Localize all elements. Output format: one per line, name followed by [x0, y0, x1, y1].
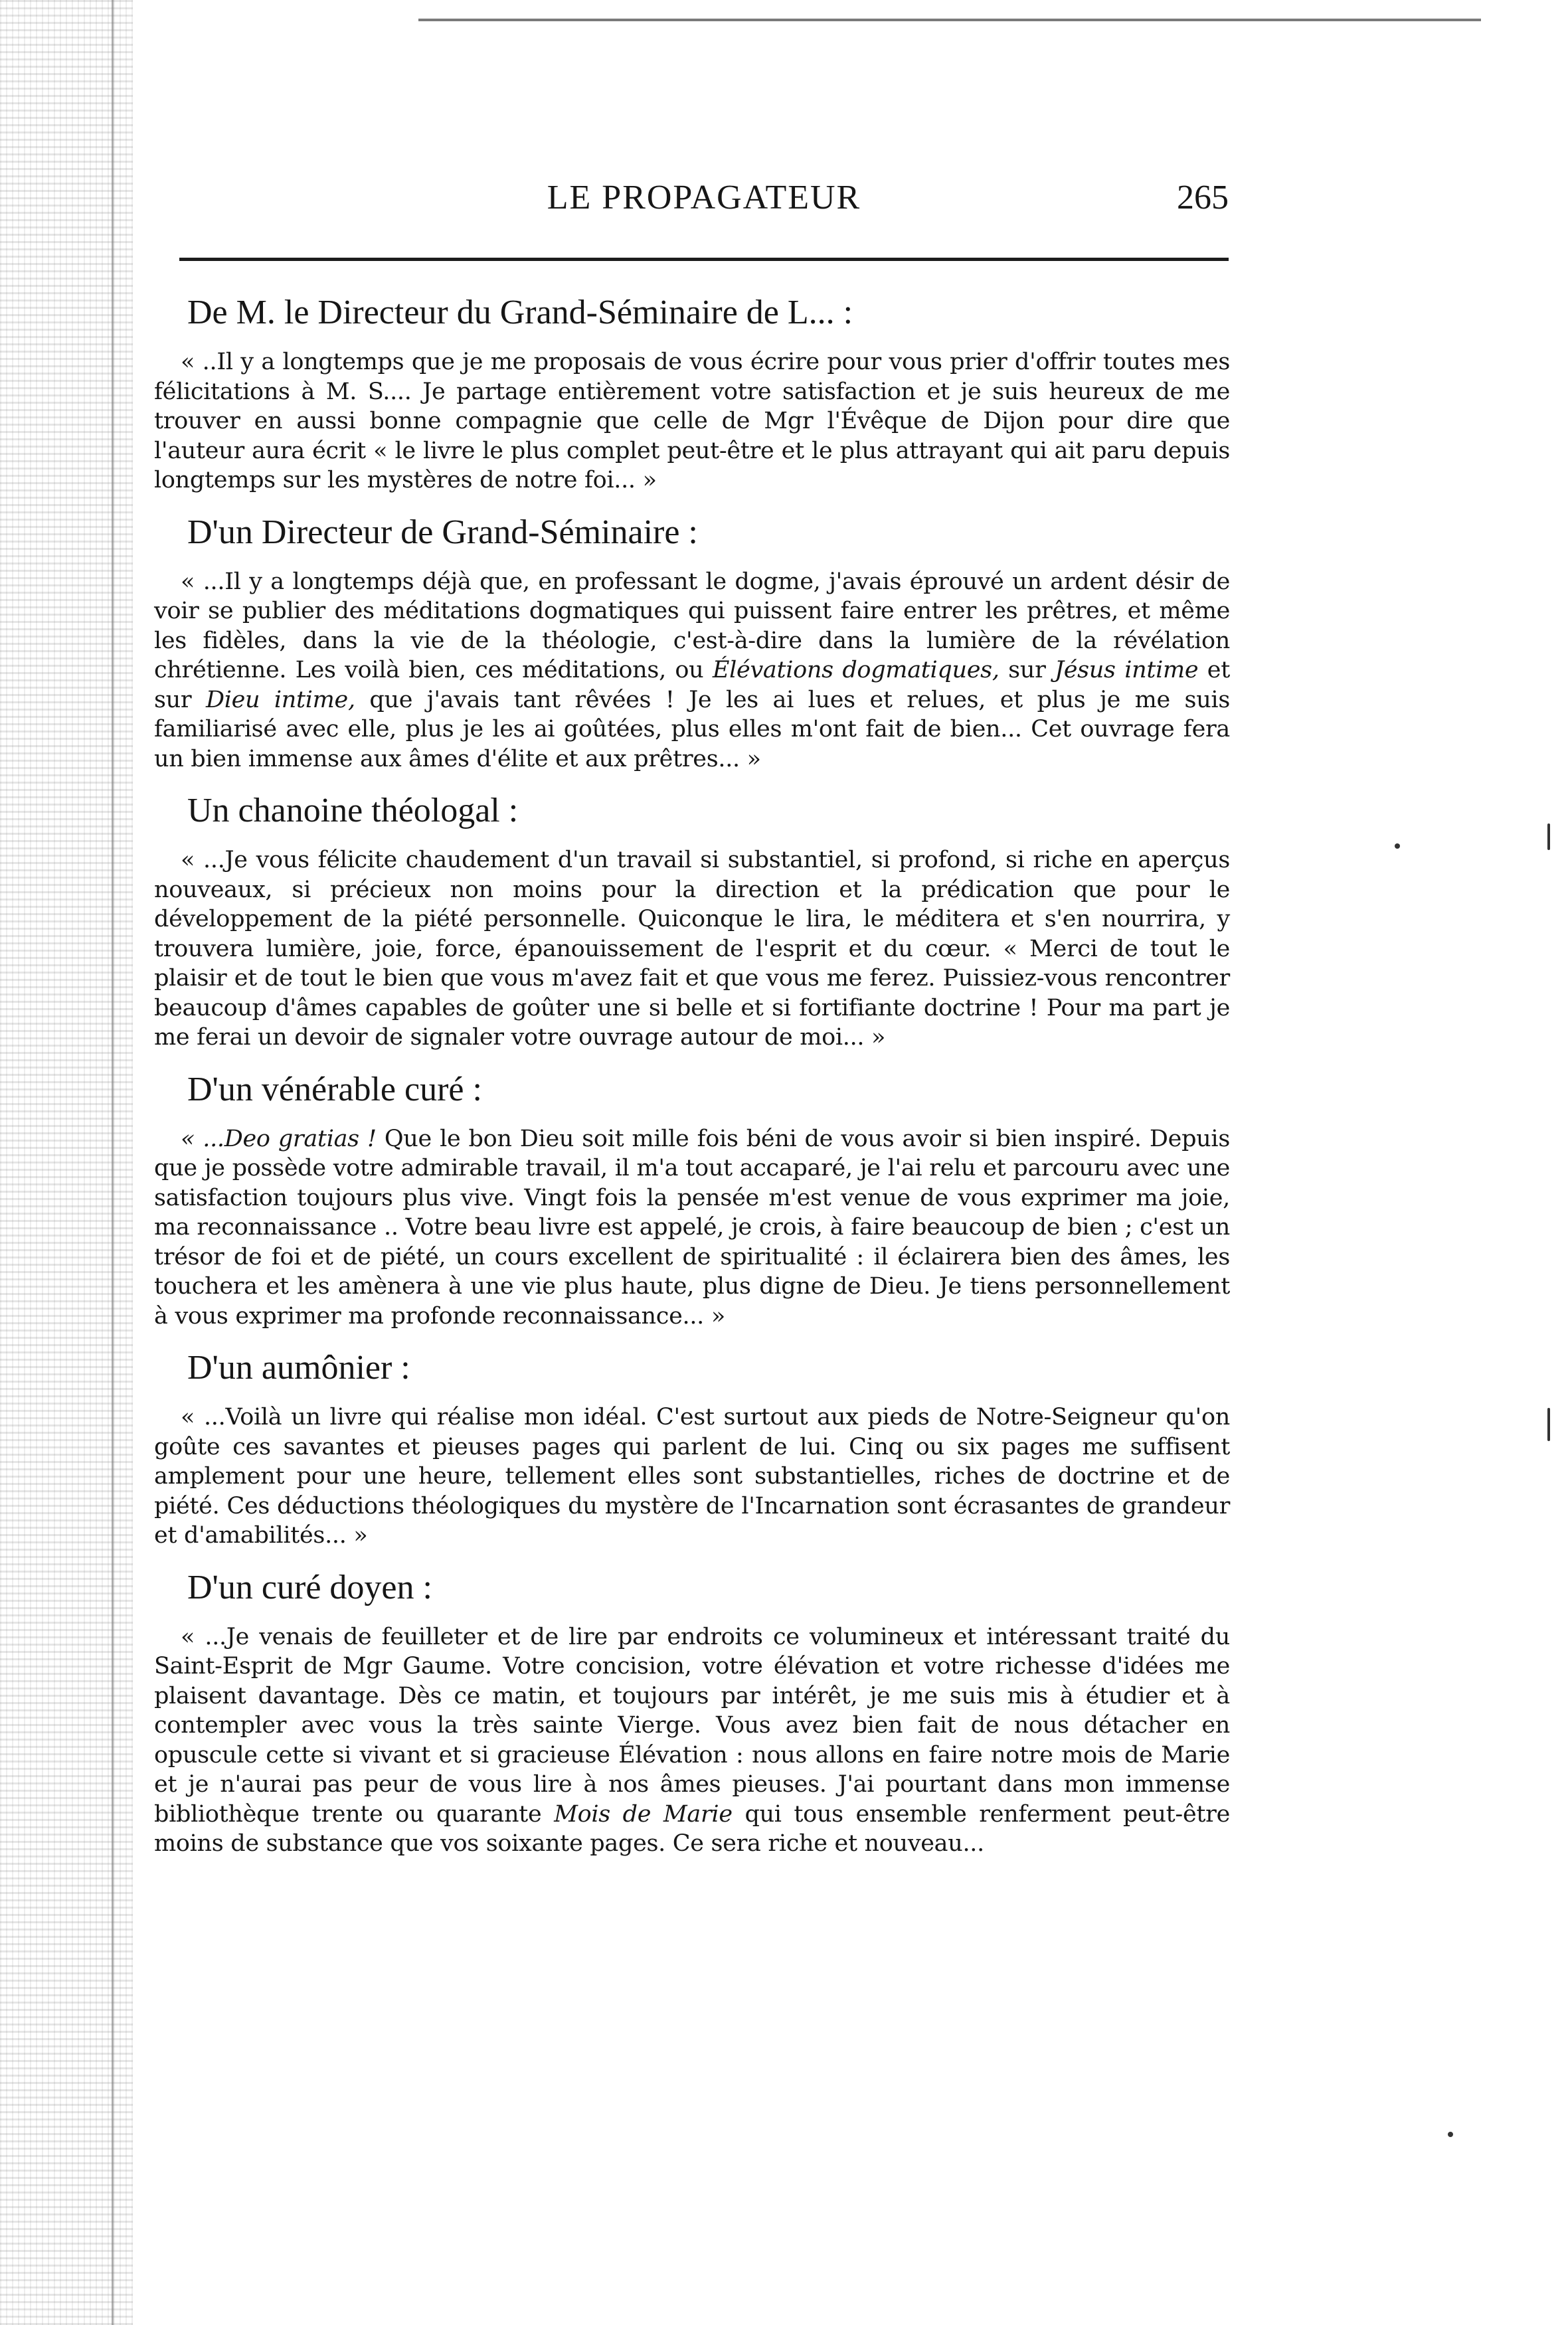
book-title: Mois de Marie — [554, 1800, 733, 1828]
text-run: sur — [999, 657, 1055, 683]
section-heading: D'un Directeur de Grand-Séminaire : — [187, 513, 698, 551]
testimonial-section — [154, 507, 1230, 774]
text-run: « ...Je venais de feuilleter et de lire par endroits ce volumineux et intéressant traité du Saint-Esprit de Mgr Gaume. Votre concision, votre élévation et votre richesse d'idées me plaisent davantage. Dès ce matin, et toujours par intérêt, je me suis mis à étudier et à contempler avec vous la très sainte Vierge. Vous avez bien fait de nous détacher en opuscule cette si vivant et si gracieuse Élévation : nous allons en faire notre mois de Marie et je n'aurai pas peur de vous lire à nos âmes pieuses. J'ai pourtant dans mon immense bibliothèque trente ou quarante — [154, 1623, 1230, 1828]
page-body — [154, 276, 1230, 1867]
scan-speck — [1448, 2132, 1453, 2137]
testimonial-text — [154, 1124, 1230, 1332]
scan-speck — [1547, 1408, 1550, 1441]
text-run: « ...Il y a longtemps déjà que, en professant le dogme, j'avais éprouvé un ardent désir de voir se publier des méditations dogmatiques qui puissent faire entrer les prêtres, et même les fidèles, dans la vie de la théologie, c'est-à-dire dans la lumière de la révélation chrétienne. Les voilà bien, ces méditations, ou — [154, 568, 1230, 683]
section-heading: De M. le Directeur du Grand-Séminaire de L... : — [187, 294, 853, 331]
testimonial-section — [154, 288, 1230, 495]
latin-phrase: « ...Deo gratias ! — [181, 1125, 377, 1152]
binding-line — [112, 0, 114, 2325]
testimonial-text: « ...Je vous félicite chaudement d'un travail si substantiel, si profond, si riche en aperçus nouveaux, si précieux non moins pour la direction et la prédication que pour le développement de la piété personnelle. Quiconque le lira, le méditera et s'en nourrira, y trouvera lumière, joie, force, épanouissement de l'esprit et du cœur. « Merci de tout le plaisir et de tout le bien que vous m'avez fait et que vous me ferez. Puissiez-vous rencontrer beaucoup d'âmes capables de goûter une si belle et si fortifiante doctrine ! Pour ma part je me ferai un devoir de signaler votre ouvrage autour de moi... » — [154, 847, 1230, 1051]
running-title: LE PROPAGATEUR — [547, 179, 861, 216]
text-run: qui tous ensemble renferment peut-être moins de substance que vos soixante pages. Ce sera riche et nouveau... — [154, 1800, 1230, 1857]
testimonial-text: « ..Il y a longtemps que je me proposais de vous écrire pour vous prier d'offrir toutes mes félicitations à M. S.... Je partage entièrement votre satisfaction et je suis heureux de me trouver en aussi bonne compagnie que celle de Mgr l'Évêque de Dijon pour dire que l'auteur aura écrit « le livre le plus complet peut-être et le plus attrayant qui ait paru depuis longtemps sur les mystères de notre foi... » — [154, 349, 1230, 493]
section-heading: Un chanoine théologal : — [187, 792, 519, 829]
page-number: 265 — [1177, 179, 1229, 216]
testimonial-section — [154, 1065, 1230, 1332]
testimonial-text — [154, 1622, 1230, 1859]
scan-speck — [1547, 823, 1550, 850]
testimonial-section — [154, 1343, 1230, 1551]
header-rule — [179, 258, 1229, 261]
running-header — [179, 178, 1229, 224]
testimonial-text — [154, 567, 1230, 774]
section-heading: D'un curé doyen : — [187, 1568, 432, 1606]
book-title: Élévations dogmatiques, — [712, 657, 1000, 683]
text-run: que j'avais tant rêvées ! Je les ai lues et relues, et plus je me suis familiarisé avec elle, plus je les ai goûtées, plus elles m'ont fait de bien... Cet ouvrage fera un bien immense aux âmes d'élite et aux prêtres... » — [154, 686, 1230, 772]
testimonial-section — [154, 786, 1230, 1053]
section-heading: D'un vénérable curé : — [187, 1070, 482, 1108]
scan-speck — [1395, 843, 1400, 849]
testimonial-section — [154, 1563, 1230, 1859]
scan-top-rule — [418, 19, 1481, 21]
text-run: et sur — [154, 657, 1230, 713]
section-heading: D'un aumônier : — [187, 1349, 410, 1387]
book-title: Jésus intime — [1055, 657, 1199, 683]
testimonial-text: « ...Voilà un livre qui réalise mon idéal. C'est surtout aux pieds de Notre-Seigneur qu'on goûte ces savantes et pieuses pages qui parlent de lui. Cinq ou six pages me suffisent amplement pour une heure, tellement elles sont substantielles, riches de doctrine et de piété. Ces déductions théologiques du mystère de l'Incarnation sont écrasantes de grandeur et d'amabilités... » — [154, 1404, 1230, 1549]
text-run: Que le bon Dieu soit mille fois béni de vous avoir si bien inspiré. Depuis que je possède votre admirable travail, il m'a tout accaparé, je l'ai relu et parcouru avec une satisfaction toujours plus vive. Vingt fois la pensée m'est venue de vous exprimer ma joie, ma reconnaissance .. Votre beau livre est appelé, je crois, à faire beaucoup de bien ; c'est un trésor de foi et de piété, un cours excellent de spiritualité : il éclairera bien des âmes, les touchera et les amènera à une vie plus haute, plus digne de Dieu. Je tiens personnellement à vous exprimer ma profonde reconnaissance... » — [154, 1125, 1230, 1330]
book-title: Dieu intime, — [205, 686, 355, 713]
